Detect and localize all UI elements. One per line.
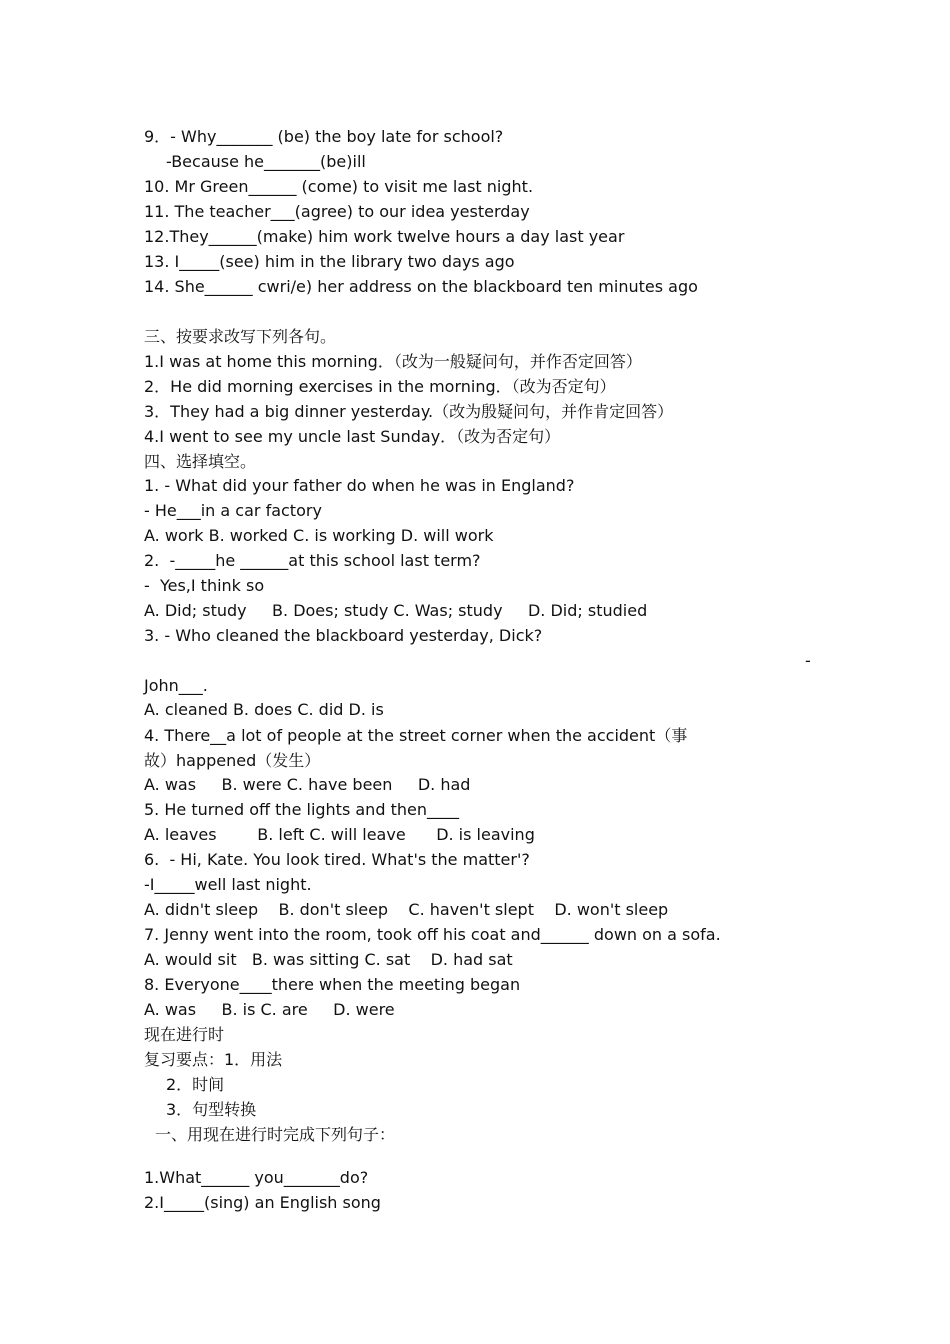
answer-line: - Yes,I think so [144,576,265,595]
answer-line: -Because he_______(be)ill [166,152,366,171]
question-line: 14. She______ cwri/e) her address on the blackboard ten minutes ago [144,277,698,296]
section-heading: 四、选择填空。 [144,452,257,471]
options-line: A. didn't sleep B. don't sleep C. haven't slept D. won't sleep [144,900,669,919]
question-line: 1.I was at home this morning．（改为一般疑问句，并作否定回答） [144,352,642,371]
options-line: A. was B. were C. have been D. had [144,775,471,794]
question-line: 2.I_____(sing) an English song [144,1193,381,1212]
answer-dash: - [805,651,811,670]
question-line: 5. He turned off the lights and then____ [144,800,459,819]
answer-line: -I_____well last night. [144,875,312,894]
options-line: A. was B. is C. are D. were [144,1000,395,1019]
review-point: 2．时间 [166,1075,225,1094]
question-line: 8. Everyone____there when the meeting began [144,975,521,994]
options-line: A. work B. worked C. is working D. will work [144,526,494,545]
question-line: 1.What______ you_______do? [144,1168,369,1187]
answer-line: - He___in a car factory [144,501,322,520]
question-line: 2．He did morning exercises in the morning．（改为否定句） [144,377,616,396]
review-point: 3．句型转换 [166,1100,257,1119]
review-points: 复习要点：1．用法 [144,1050,283,1069]
question-line: 12.They______(make) him work twelve hours a day last year [144,227,625,246]
options-line: A. cleaned B. does C. did D. is [144,700,384,719]
options-line: A. leaves B. left C. will leave D. is leaving [144,825,535,844]
question-line: 13. I_____(see) him in the library two days ago [144,252,515,271]
question-line: 11. The teacher___(agree) to our idea yesterday [144,202,530,221]
options-line: A. would sit B. was sitting C. sat D. had sat [144,950,513,969]
question-line: 故）happened（发生） [144,751,321,770]
section-heading: 现在进行时 [144,1025,225,1044]
question-line: 1. - What did your father do when he was in England? [144,476,575,495]
question-line: 4.I went to see my uncle last Sunday．（改为否定句） [144,427,561,446]
options-line: A. Did; study B. Does; study C. Was; study D. Did; studied [144,601,648,620]
section-heading: 一、用现在进行时完成下列句子： [155,1125,396,1144]
section-heading: 三、按要求改写下列各句。 [144,327,337,346]
question-line: 7. Jenny went into the room, took off his coat and______ down on a sofa. [144,925,721,944]
question-line: 10. Mr Green______ (come) to visit me last night. [144,177,534,196]
question-line: 2. -_____he ______at this school last term? [144,551,481,570]
question-line: 4. There__a lot of people at the street corner when the accident（事 [144,726,688,745]
answer-line: John___. [144,676,208,695]
question-line: 3．They had a big dinner yesterday.（改为殷疑问句，并作肯定回答） [144,402,674,421]
question-line: 3. - Who cleaned the blackboard yesterday, Dick? [144,626,543,645]
question-line: 9．- Why_______ (be) the boy late for school? [144,127,504,146]
question-line: 6. - Hi, Kate. You look tired. What's the matter'? [144,850,530,869]
